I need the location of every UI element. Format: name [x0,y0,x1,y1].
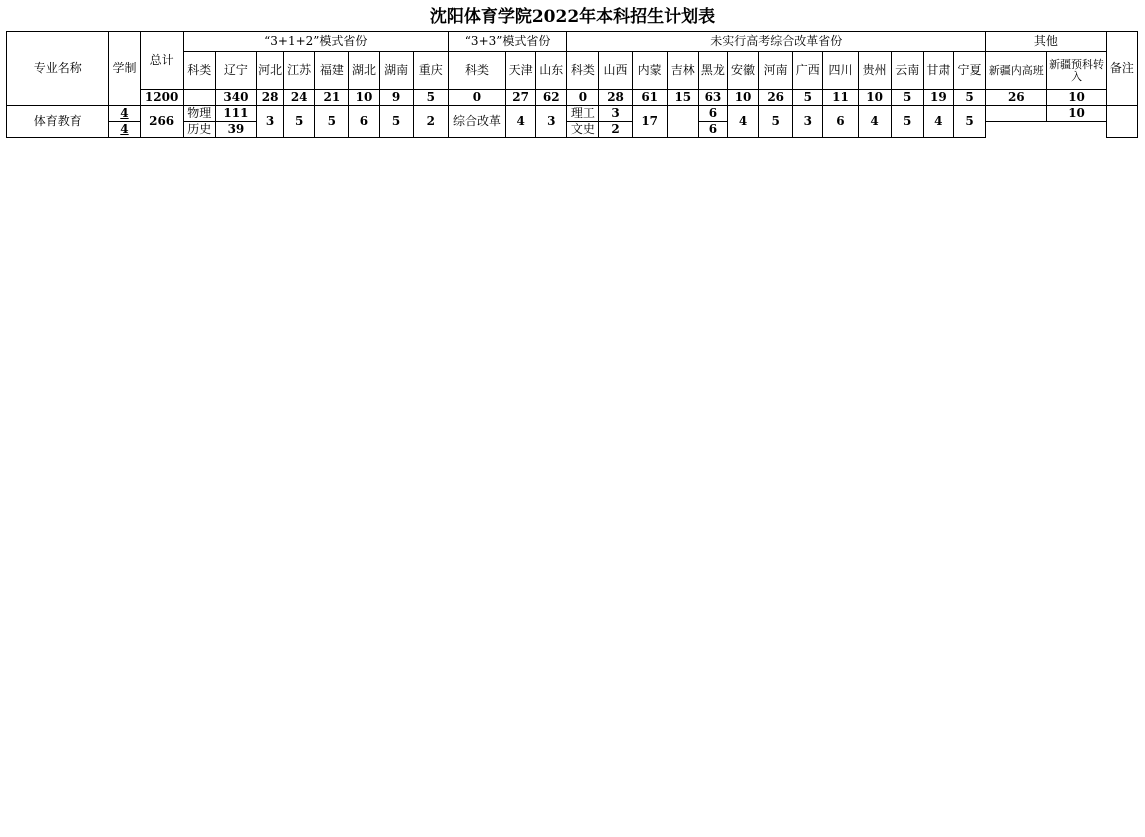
province-total: 0 [567,90,599,106]
header-province: 新疆内高班 [986,52,1047,90]
table-cell [183,90,215,106]
header-province: 贵州 [858,52,891,90]
province-total: 15 [667,90,698,106]
province-total: 10 [349,90,379,106]
province-total: 9 [379,90,413,106]
province-total: 27 [506,90,536,106]
enrollment-plan-table [6,31,1138,138]
header-province: 内蒙 [632,52,667,90]
table-cell [667,106,698,138]
province-total: 63 [698,90,727,106]
province-total: 0 [448,90,505,106]
province-total: 28 [257,90,284,106]
province-total: 5 [953,90,985,106]
table-cell: 17 [632,106,667,138]
table-cell: 6 [349,106,379,138]
table-cell: 3 [793,106,823,138]
province-total: 10 [858,90,891,106]
header-province: 安徽 [727,52,758,90]
province-total: 24 [284,90,315,106]
province-total: 21 [315,90,349,106]
kelei: 历史 [183,122,215,138]
header-province: 新疆预科转入 [1047,52,1106,90]
province-total: 26 [986,90,1047,106]
header-group-3-1-2: “3+1+2”模式省份 [183,32,448,52]
table-cell: 6 [698,122,727,138]
table-cell: 5 [891,106,923,138]
header-kelei: 科类 [448,52,505,90]
header-province: 天津 [506,52,536,90]
header-province: 广西 [793,52,823,90]
header-xuezhi: 学制 [109,32,140,106]
province-total: 5 [891,90,923,106]
header-province: 云南 [891,52,923,90]
header-province: 宁夏 [953,52,985,90]
kelei: 物理 [183,106,215,122]
xuezhi: 4 [109,122,140,138]
table-cell: 2 [413,106,448,138]
header-province: 河南 [759,52,793,90]
table-cell [1106,106,1137,138]
province-total: 28 [599,90,632,106]
header-province: 辽宁 [215,52,256,90]
table-cell: 4 [858,106,891,138]
header-kelei: 科类 [567,52,599,90]
header-province: 湖南 [379,52,413,90]
kelei: 文史 [567,122,599,138]
xuezhi: 4 [109,106,140,122]
page-title: 沈阳体育学院2022年本科招生计划表 [429,7,716,27]
header-province: 江苏 [284,52,315,90]
table-cell: 6 [698,106,727,122]
table-cell: 111 [215,106,256,122]
header-province: 山东 [536,52,567,90]
table-cell: 39 [215,122,256,138]
table-cell: 5 [284,106,315,138]
table-cell: 5 [379,106,413,138]
table-row [7,106,1138,122]
header-province: 福建 [315,52,349,90]
table-cell: 4 [727,106,758,138]
table-cell: 3 [536,106,567,138]
total-count: 1200 [140,90,183,106]
province-total: 19 [923,90,953,106]
header-province: 河北 [257,52,284,90]
table-cell [986,106,1047,122]
header-note: 备注 [1106,32,1137,106]
table-cell: 4 [506,106,536,138]
header-kelei: 科类 [183,52,215,90]
header-major: 专业名称 [7,32,109,106]
province-total: 10 [727,90,758,106]
table-cell: 3 [257,106,284,138]
province-total: 10 [1047,90,1106,106]
header-province: 重庆 [413,52,448,90]
kelei: 理工 [567,106,599,122]
table-row [7,90,1138,106]
header-group-3-3: “3+3”模式省份 [448,32,567,52]
header-province: 四川 [823,52,858,90]
header-group-other: 其他 [986,32,1107,52]
header-province: 甘肃 [923,52,953,90]
header-province: 湖北 [349,52,379,90]
header-province: 黑龙 [698,52,727,90]
major-name: 体育教育 [7,106,109,138]
header-province: 吉林 [667,52,698,90]
kelei: 综合改革 [448,106,505,138]
table-cell: 2 [599,122,632,138]
province-total: 5 [413,90,448,106]
table-cell: 5 [953,106,985,138]
major-total: 266 [140,106,183,138]
province-total: 61 [632,90,667,106]
province-total: 11 [823,90,858,106]
table-cell: 3 [599,106,632,122]
province-total: 5 [793,90,823,106]
header-total: 总计 [140,32,183,90]
table-cell: 4 [923,106,953,138]
table-row [7,32,1138,52]
province-total: 340 [215,90,256,106]
table-cell: 6 [823,106,858,138]
province-total: 62 [536,90,567,106]
province-total: 26 [759,90,793,106]
header-province: 山西 [599,52,632,90]
table-cell: 5 [759,106,793,138]
table-cell: 10 [1047,106,1106,122]
header-group-unreformed: 未实行高考综合改革省份 [567,32,986,52]
table-cell: 5 [315,106,349,138]
